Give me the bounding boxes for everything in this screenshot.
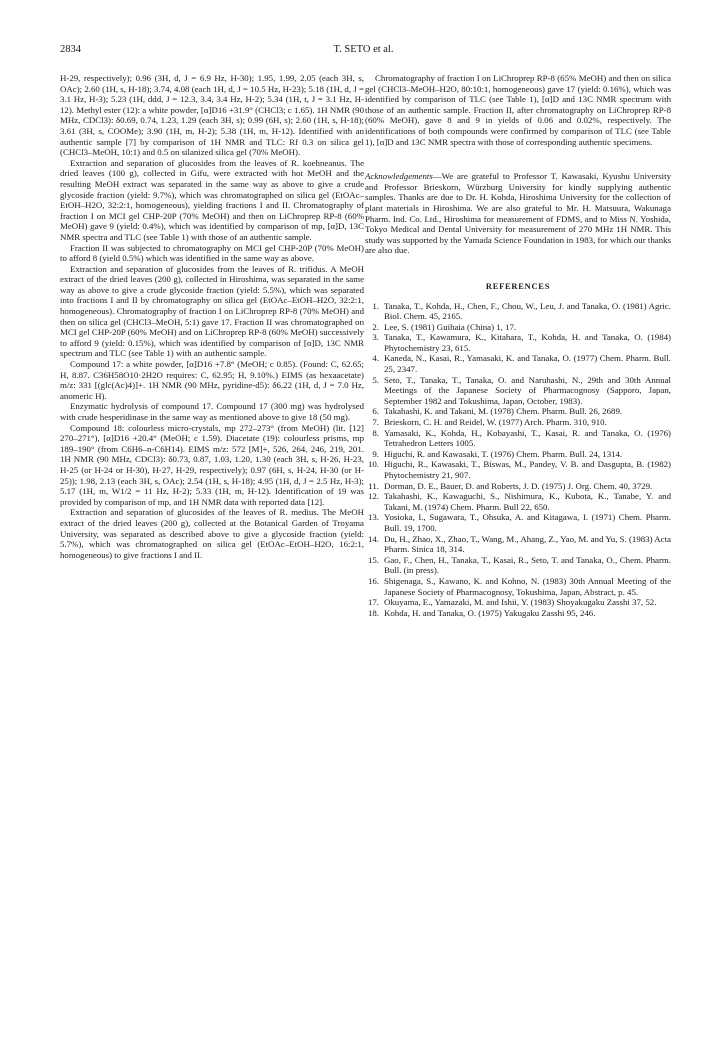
paragraph: Chromatography of fraction I on LiChroprep RP-8 (65% MeOH) and then on silica gel (CHCl3–MeOH–H2O, 80:10:1, homogeneous) gave 17 (yield: 0.16%), which was identified by comparison of TLC (see Table 1), [α]D and 13C NMR spectrum with those of an authentic sample. Fraction II, after chromatography on LiChroprep RP-8 (60% MeOH), gave 8 and 9 in yields of 0.06 and 0.02%, respectively. The identifications of both compounds were confirmed by comparison of TLC (see Table 1), [α]D and 13C NMR spectra with those of corresponding authentic specimens. [365, 73, 671, 147]
running-title: T. SETO et al. [333, 44, 394, 55]
reference-number: 6. [372, 406, 379, 417]
paragraph: Fraction II was subjected to chromatography on MCI gel CHP-20P (70% MeOH) to afford 8 (yield 0.5%) which was identified in the same way as above. [60, 242, 364, 264]
left-column [60, 73, 364, 560]
reference-text: Kaneda, N., Kasai, R., Yamasaki, K. and Tanaka, O. (1977) Chem. Pharm. Bull. 25, 2347. [384, 353, 671, 375]
reference-item [365, 597, 671, 608]
reference-number: 7. [372, 417, 379, 428]
reference-number: 11. [368, 480, 379, 491]
reference-text: Lee, S. (1981) Guihaia (China) 1, 17. [384, 321, 517, 332]
reference-number: 3. [372, 332, 379, 343]
reference-number: 16. [367, 575, 379, 586]
reference-number: 5. [372, 374, 379, 385]
page-number: 2834 [60, 44, 81, 55]
reference-text: Kohda, H. and Tanaka, O. (1975) Yakugaku Zasshi 95, 246. [384, 607, 596, 618]
reference-number: 12. [367, 491, 379, 502]
references-heading: REFERENCES [485, 281, 551, 291]
paragraph: Extraction and separation of glucosides from the leaves of R. trifidus. A MeOH extract of the dried leaves (200 g), collected in Hiroshima, was separated in the same way as above to give a crude glycoside fraction (yield: 5.5%), which was separated into fractions I and II by chromatography on silica gel (EtOAc–EtOH–H2O, 32:2:1, homogeneous). Chromatography of fraction I on LiChroprep RP-8 (70% MeOH) and then on silica gel (CHCl3–MeOH, 5:1) gave 17. Fraction II was chromatographed on MCI gel CHP-20P (60% MeOH) and on LiChroprep RP-8 (60% MeOH) successively to afford 9 (yield: 0.15%), which was identified by comparison of [α]D, 13C NMR spectrum and TLC (see Table 1) with an authentic sample. [60, 263, 365, 359]
reference-list [365, 301, 671, 619]
reference-item [365, 534, 671, 555]
reference-number: 1. [372, 300, 379, 311]
reference-number: 9. [372, 448, 379, 459]
reference-number: 10. [367, 459, 379, 470]
paragraph: Extraction and separation of glucosides from the leaves of R. koehneanus. The dried leaves (100 g), collected in Gifu, were extracted with hot MeOH and the resulting MeOH extract was separated in the same way as above to give a crude glycoside fraction (yield: 9.7%), which was chromatographed on silica gel (EtOAc–EtOH–H2O, 32:2:1, homogeneous), yielding fractions I and II. Chromatography of fraction I on MCI gel CHP-20P (70% MeOH) and then on LiChroprep RP-8 (60% MeOH) gave 9 (yield: 0.4%), which was identified by comparison of mp, [α]D, 13C NMR spectra and TLC (see Table 1) with those of an authentic sample. [60, 157, 364, 242]
reference-item [365, 459, 671, 480]
reference-number: 14. [367, 533, 379, 544]
acknowledgements [365, 171, 671, 256]
reference-text: Higuchi, R., Kawasaki, T., Biswas, M., Pandey, V. B. and Dasgupta, B. (1982) Phytochemistry 21, 907. [384, 459, 671, 480]
reference-text: Seto, T., Tanaka, T., Tanaka, O. and Naruhashi, N., 29th and 30th Annual Meetings of the Japanese Society of Pharmacognosy (Sapporo, Japan, September 1982 and Tokushima, Japan, October, 1983). [384, 374, 671, 406]
reference-number: 18. [367, 607, 379, 618]
reference-item [365, 576, 671, 597]
reference-item [365, 417, 671, 428]
reference-text: Okuyama, E., Yamazaki, M. and Ishii, Y. (1983) Shoyakugaku Zasshi 37, 52. [384, 597, 657, 608]
reference-text: Dorman, D. E., Bauer, D. and Roberts, J. D. (1975) J. Org. Chem. 40, 3729. [384, 480, 653, 491]
reference-item [365, 301, 671, 322]
paragraph: Compound 18: colourless micro-crystals, mp 272–273° (from MeOH) (lit. [12] 270–271°), [α]D16 +20.4° (MeOH; c 1.59). Diacetate (19): colourless prisms, mp 189–190° (from C6H6–n-C6H14). EIMS m/z: 572 [M]+, 526, 264, 246, 219, 201. 1H NMR (90 MHz, CDCl3): δ0.73, 0.87, 1.03, 1.20, 1.30 (each 3H, s, H-26, H-23, H-25 (or H-24 or H-30), H-27, H-29, respectively); 0.97 (6H, s, H-24, H-30 (or H-25)); 1.98, 2.13 (each 3H, s, OAc); 2.54 (1H, s, H-18); 4.95 (1H, d, J = 2.5 Hz, H-3); 5.17 (1H, m, W1/2 = 11 Hz, H-2); 5.33 (1H, m, H-12). Identification of 19 was provided by comparison of mp, and 1H NMR data with reported data [12]. [60, 422, 364, 507]
reference-item [365, 555, 671, 576]
reference-item [365, 428, 671, 449]
reference-item [365, 406, 671, 417]
reference-text: Yamasaki, K., Kohda, H., Kobayashi, T., Kasai, R. and Tanaka, O. (1976) Tetrahedron Letters 1005. [384, 427, 671, 449]
reference-text: Tanaka, T., Kohda, H., Chen, F., Chou, W., Leu, J. and Tanaka, O. (1981) Agric. Biol. Chem. 45, 2165. [384, 300, 671, 322]
paragraph: Compound 17: a white powder, [α]D16 +7.8° (MeOH; c 0.85). (Found: C, 62.65; H, 8.87. C36H58O10·2H2O requires: C, 62.95; H, 9.10%.) EIMS (as hexaacetate) m/z: 331 [(glc(Ac)4)]+. 1H NMR (90 MHz, pyridine-d5): δ6.22 (1H, d, J = 7.0 Hz, anomeric H). [60, 359, 364, 401]
reference-number: 8. [372, 427, 379, 438]
running-header [60, 44, 667, 58]
reference-text: Gao, F., Chen, H., Tanaka, T., Kasai, R., Seto, T. and Tanaka, O., Chem. Pharm. Bull. (in press). [384, 554, 671, 576]
reference-number: 2. [372, 321, 379, 332]
reference-number: 4. [372, 353, 379, 364]
reference-item [365, 608, 671, 619]
reference-text: Yosioka, I., Sugawara, T., Ohsuka, A. and Kitagawa, I. (1971) Chem. Pharm. Bull. 19, 1700. [384, 512, 671, 533]
reference-item [365, 491, 671, 512]
reference-text: Takahashi, K. and Takani, M. (1978) Chem. Pharm. Bull. 26, 2689. [384, 406, 623, 417]
right-column [365, 73, 671, 618]
reference-text: Higuchi, R. and Kawasaki, T. (1976) Chem. Pharm. Bull. 24, 1314. [384, 448, 623, 459]
reference-item [365, 481, 671, 492]
reference-text: Tanaka, T., Kawamura, K., Kitahara, T., Kohda, H. and Tanaka, O. (1984) Phytochemistry 23, 615. [384, 332, 671, 353]
reference-text: Shigenaga, S., Kawano, K. and Kohno, N. (1983) 30th Annual Meeting of the Japanese Society of Pharmacognosy, Tokushima, Japan, Abstract, p. 45. [384, 575, 671, 597]
reference-item [365, 512, 671, 533]
paragraph: Extraction and separation of glucosides of the leaves of R. medius. The MeOH extract of the dried leaves (200 g), collected at the Botanical Garden of Troyama University, was separated as described above to give a glycoside fraction (yield: 5.7%), which was chromatographed on silica gel (EtOAc–EtOH–H2O, 16:2:1, homogeneous) to give fractions I and II. [60, 507, 364, 560]
reference-item [365, 353, 671, 374]
acknowledgements-heading: Acknowledgements [365, 171, 433, 182]
paragraph: Enzymatic hydrolysis of compound 17. Compound 17 (300 mg) was hydrolysed with crude hesperidinase in the same way as mentioned above to give 18 (50 mg). [60, 401, 364, 422]
reference-text: Brieskorn, C. H. and Reidel, W. (1977) Arch. Pharm. 310, 910. [384, 417, 607, 428]
reference-item [365, 322, 671, 333]
reference-item [365, 375, 671, 407]
reference-item [365, 449, 671, 460]
acknowledgements-text: —We are grateful to Professor T. Kawasaki, Kyushu University and Professor Brieskorn, Würzburg University for kindly supplying authentic samples. Thanks are due to Dr. H. Kohda, Hiroshima University for the collection of plant materials in Hiroshima. We are also grateful to Mr. H. Matsuura, Wakunaga Pharm. Ind. Co. Ltd., Hiroshima for measurement of FDMS, and to Miss N. Yoshida, Tokyo Medical and Dental University for measurement of 270 MHz 1H NMR. This study was supported by the Yamada Science Foundation in 1983, for which our thanks are also due. [365, 171, 671, 256]
reference-number: 13. [367, 512, 379, 523]
reference-text: Takahashi, K., Kawaguchi, S., Nishimura, K., Kubota, K., Tanabe, Y. and Takani, M. (1974) Chem. Pharm. Bull 22, 650. [384, 491, 671, 512]
reference-text: Du, H., Zhao, X., Zhao, T., Wang, M., Ahang, Z., Yao, M. and Yu, S. (1983) Acta Pharm. Sinica 18, 314. [384, 533, 671, 555]
reference-number: 15. [367, 554, 379, 565]
paragraph: H-29, respectively); 0.96 (3H, d, J = 6.9 Hz, H-30); 1.95, 1.99, 2.05 (each 3H, s, OAc); 2.60 (1H, s, H-18); 3.74, 4.08 (each 1H, d, J = 10.5 Hz, H-23); 5.18 (1H, d, J = 3.1 Hz, H-3); 5.23 (1H, ddd, J = 12.3, 3.4, 3.4 Hz, H-2); 5.34 (1H, t, J = 3.1 Hz, H-12). Methyl ester (12): a white powder, [α]D16 +31.9° (CHCl3; c 1.65). 1H NMR (90 MHz, CDCl3): δ0.69, 0.74, 1.23, 1.29 (each 3H, s); 0.99 (6H, s); 2.60 (1H, s, H-18); 3.61 (3H, s, COOMe); 3.90 (1H, m, H-2); 5.38 (1H, m, H-12). Identified with an authentic sample [7] by comparison of 1H NMR and TLC: Rf 0.3 on silica gel (CHCl3–MeOH, 10:1) and 0.5 on silanized silica gel (70% MeOH). [60, 73, 364, 158]
reference-number: 17. [367, 597, 379, 608]
reference-item [365, 332, 671, 353]
